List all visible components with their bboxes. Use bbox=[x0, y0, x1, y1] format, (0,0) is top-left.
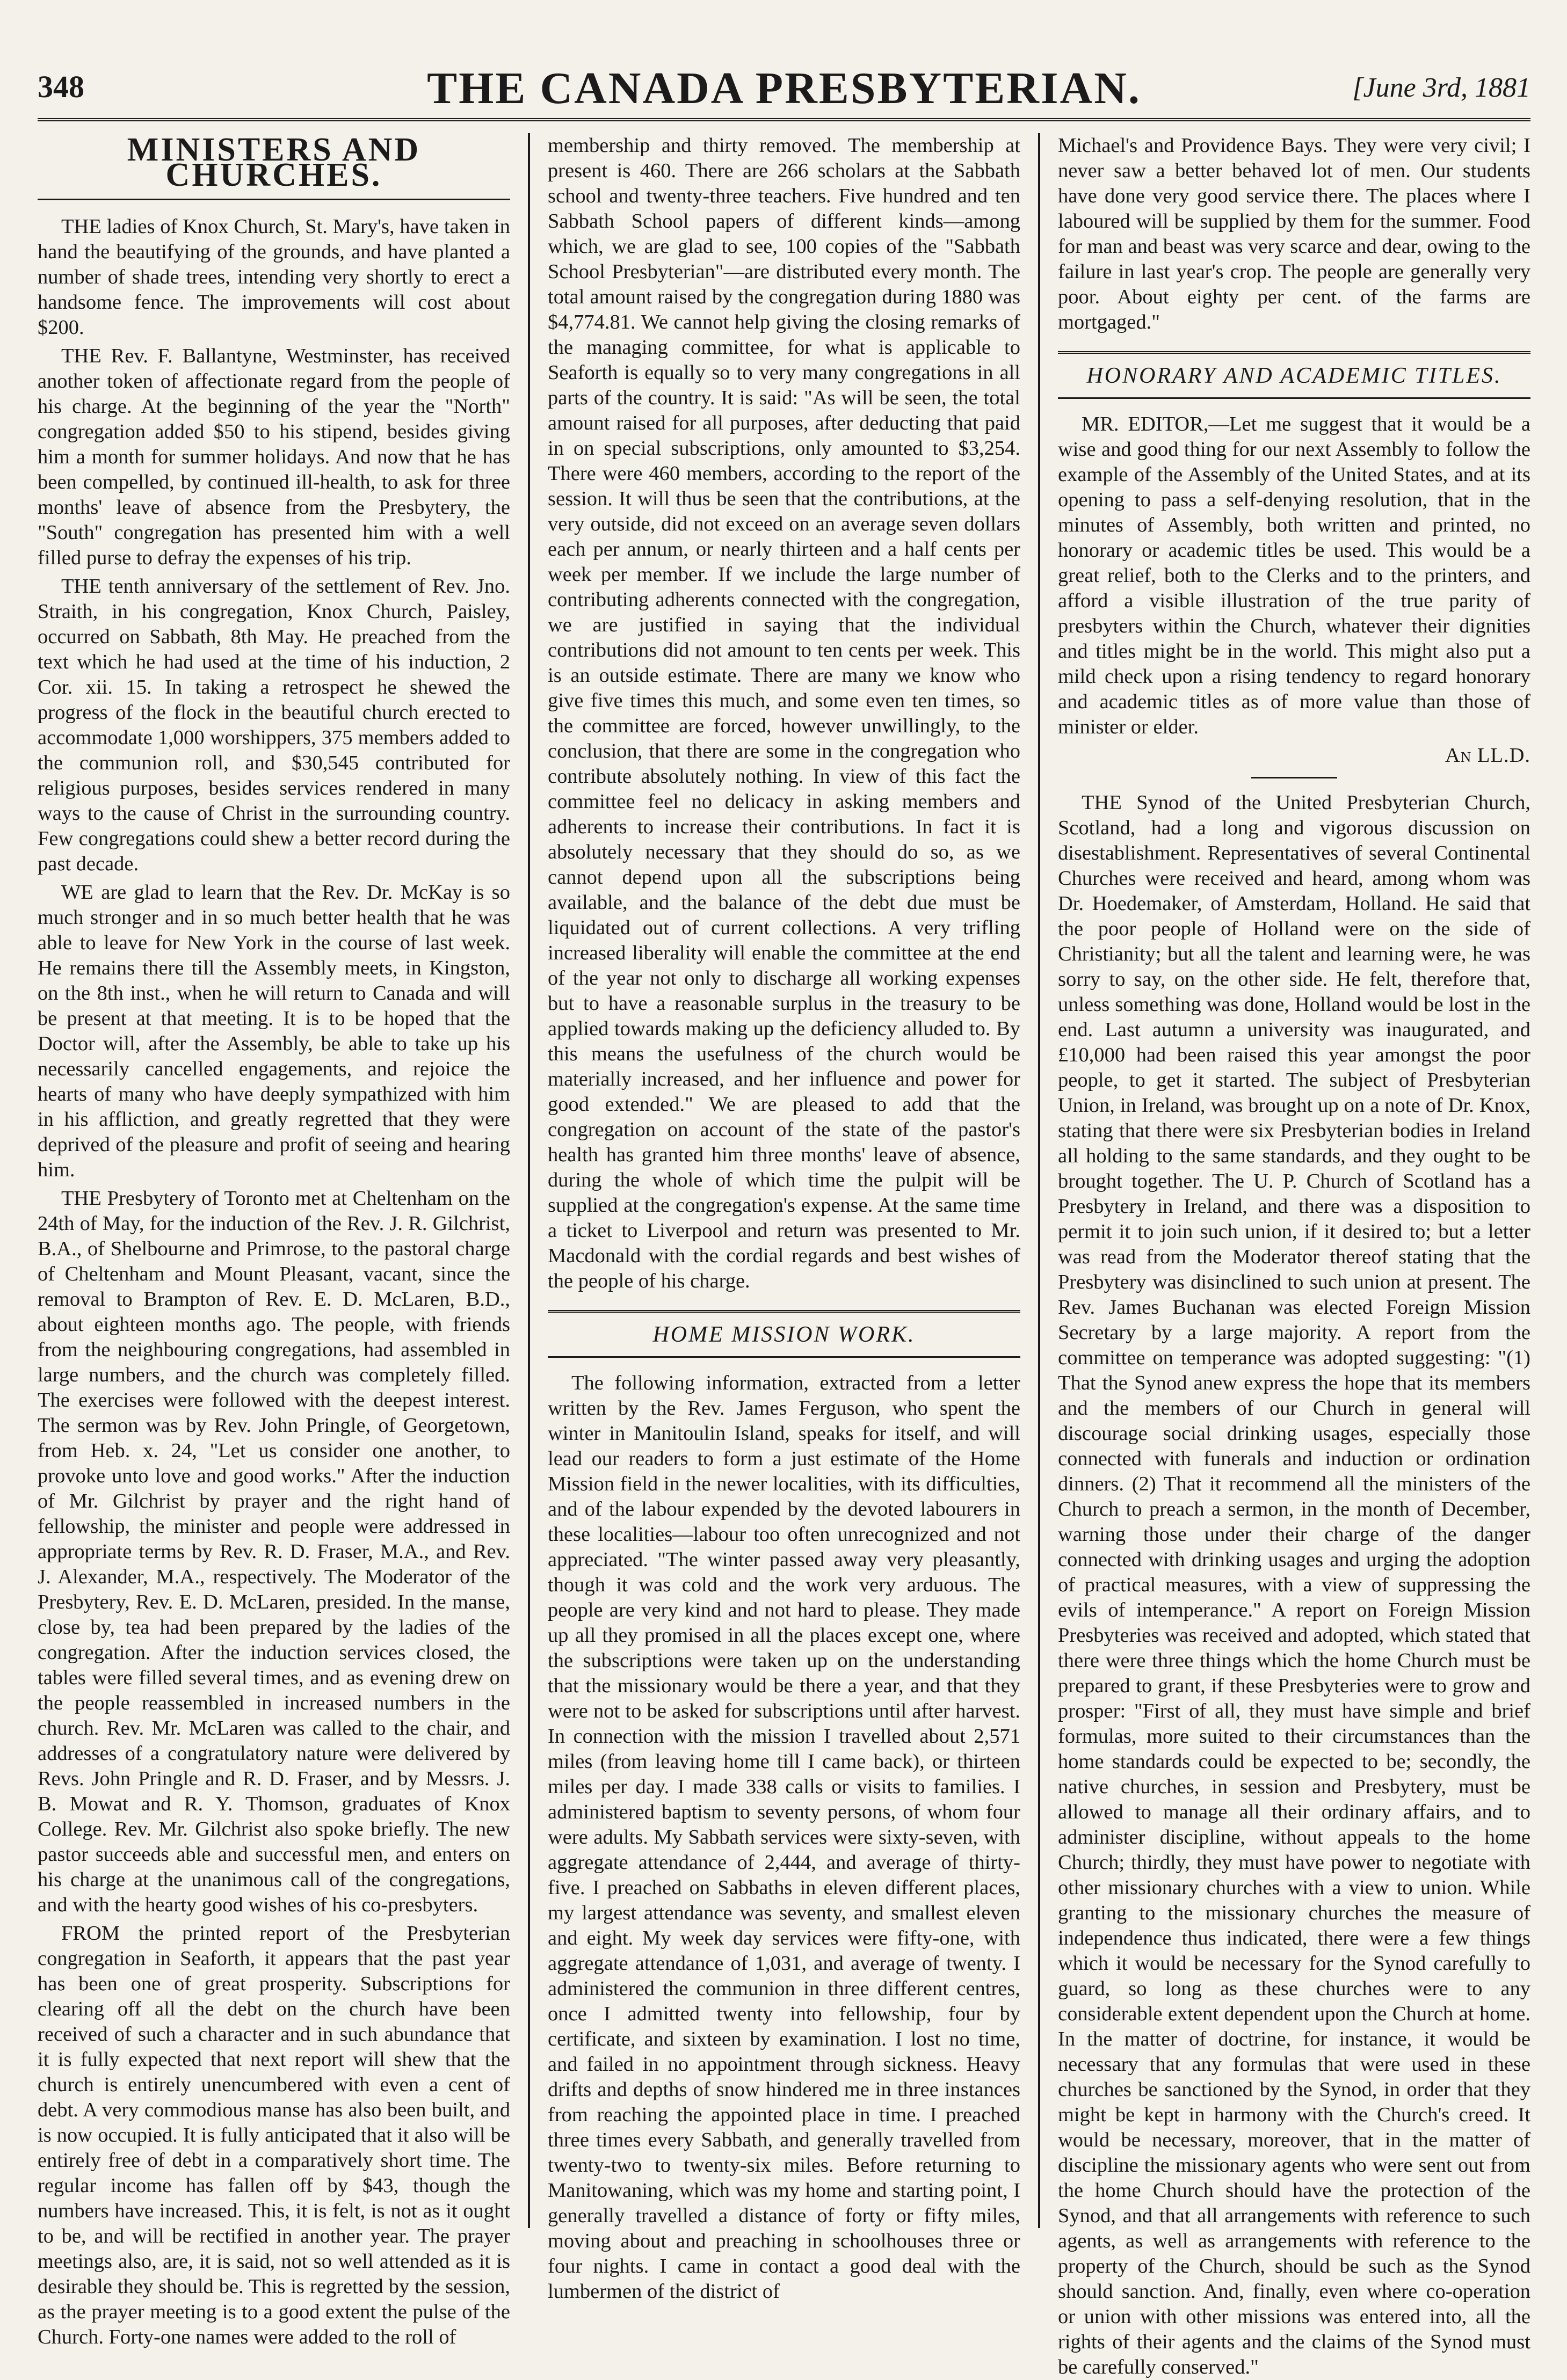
article-columns bbox=[38, 132, 1530, 2378]
column-rule bbox=[528, 133, 530, 2228]
paragraph: The following information, extracted from a letter written by the Rev. James Ferguson, who spent the winter in Manitoulin Island, speaks for itself, and will lead our readers to form a just estimate of the Home Mission field in the newer localities, with its difficulties, and of the labour expended by the devoted labourers in these localities—labour too often unrecognized and not appreciated. "The winter passed away very pleasantly, though it was cold and the work very arduous. The people are very kind and not hard to please. They made up all they promised in all the places except one, where the subscriptions were taken up on the understanding that the missionary would be there a year, and that they were not to be asked for subscriptions until after harvest. In connection with the mission I travelled about 2,571 miles (from leaving home till I came back), or thirteen miles per day. I made 338 calls or visits to families. I administered baptism to seventy persons, of whom four were adults. My Sabbath services were sixty-seven, with aggregate attendance of 2,444, and average of thirty-five. I preached on Sabbaths in eleven different places, my largest attendance was seventy, and smallest eleven and eight. My week day services were fifty-one, with aggregate attendance of 1,031, and average of twenty. I administered the communion in three different centres, once I admitted twenty into fellowship, four by certificate, and sixteen by examination. I lost no time, and failed in no appointment through sickness. Heavy drifts and depths of snow hindered me in three instances from reaching the appointed place in time. I preached three times every Sabbath, and generally travelled from twenty-two to twenty-six miles. Before returning to Manitowaning, which was my home and starting point, I generally travelled a distance of forty or fifty miles, moving about and preaching in schoolhouses three or four nights. I came in contact a good deal with the lumbermen of the district of bbox=[548, 1372, 1020, 2303]
issue-date: [June 3rd, 1881 bbox=[1352, 72, 1530, 103]
paragraph: THE tenth anniversary of the settlement of Rev. Jno. Straith, in his congregation, Knox Church, Paisley, occurred on Sabbath, 8th May. He preached from the text which he had used at the time of his induction, 2 Cor. xii. 15. In taking a retrospect he shewed the progress of the flock in the beautiful church erected to accommodate 1,000 worshippers, 375 members added to the communion roll, and $30,545 contributed for religious purposes, besides services rendered in many ways to the cause of Christ in the surrounding country. Few congregations could shew a better record during the past decade. bbox=[38, 575, 510, 875]
article-divider bbox=[1251, 777, 1337, 778]
column-2 bbox=[548, 133, 1020, 2303]
paragraph: THE Presbytery of Toronto met at Cheltenham on the 24th of May, for the induction of the Rev. J. R. Gilchrist, B.A., of Shelbourne and Primrose, to the pastoral charge of Cheltenham and Mount Pleasant, vacant, since the removal to Brampton of Rev. E. D. McLaren, B.D., about eighteen months ago. The people, with friends from the neighbouring congregations, had assembled in large numbers, and the church was completely filled. The exercises were followed with the deepest interest. The sermon was by Rev. John Pringle, of Georgetown, from Heb. x. 24, "Let us consider one another, to provoke unto love and good works." After the induction of Mr. Gilchrist by prayer and the right hand of fellowship, the minister and people were addressed in appropriate terms by Rev. R. D. Fraser, M.A., and Rev. J. Alexander, M.A., respectively. The Moderator of the Presbytery, Rev. E. D. McLaren, presided. In the manse, close by, tea had been prepared by the ladies of the congregation. After the induction services closed, the tables were filled several times, and as evening drew on the people reassembled in increased numbers in the church. Rev. Mr. McLaren was called to the chair, and addresses of a congratulatory nature were delivered by Revs. John Pringle and R. D. Fraser, and by Messrs. J. B. Mowat and R. Y. Thomson, graduates of Knox College. Rev. Mr. Gilchrist also spoke briefly. The new pastor succeeds able and successful men, and enters on his charge at the unanimous call of the congregations, and with the hearty good wishes of his co-presbyters. bbox=[38, 1187, 510, 1916]
masthead-title: THE CANADA PRESBYTERIAN. bbox=[427, 63, 1141, 113]
paragraph: THE Synod of the United Presbyterian Church, Scotland, had a long and vigorous discussion on disestablishment. Representatives of several Continental Churches were received and heard, among whom was Dr. Hoedemaker, of Amsterdam, Holland. He said that the poor people of Holland were on the side of Christianity; but all the talent and learning were, he was sorry to say, on the other side. He felt, therefore that, unless something was done, Holland would be lost in the end. Last autumn a university was inaugurated, and £10,000 had been raised this year amongst the poor people, to get it started. The subject of Presbyterian Union, in Ireland, was brought up on a note of Dr. Knox, stating that there were six Presbyterian bodies in Ireland all holding to the same standards, and they ought to be brought together. The U. P. Church of Scotland has a Presbytery in Ireland, and there was a disposition to permit it to join such union, if it desired to; but a letter was read from the Moderator thereof stating that the Presbytery was disinclined to such union at present. The Rev. James Buchanan was elected Foreign Mission Secretary by a large majority. A report from the committee on temperance was adopted suggesting: "(1) That the Synod anew express the hope that its members and the members of our Church in general will discourage social drinking usages, especially those connected with funerals and induction or ordination dinners. (2) That it recommend all the ministers of the Church to preach a sermon, in the month of December, warning those under their charge of the danger connected with drinking usages and urging the adoption of practical measures, with a view of suppressing the evils of intemperance." A report on Foreign Mission Presbyteries was received and adopted, which stated that there were three things which the home Church must be prepared to grant, if these Presbyteries were to grow and prosper: "First of all, they must have simple and brief formulas, more suited to their circumstances than the home standards could be expected to be; secondly, the native churches, in session and Presbytery, must be allowed to manage all their ordinary affairs, and to administer discipline, without appeals to the home Church; thirdly, they must have power to negotiate with other missionary churches with a view to union. While granting to the missionary churches the measure of independence thus indicated, there were a few things which it would be necessary for the Synod carefully to guard, so long as these churches were to any considerable extent dependent upon the Church at home. In the matter of doctrine, for instance, it would be necessary that any formulas that were used in these churches be sanctioned by the Synod, in order that they might be kept in harmony with the Church's creed. It would be necessary, moreover, that in the matter of discipline the missionary agents who were sent out from the home Church should have the protection of the Synod, and that all arrangements with reference to such agents, as well as arrangements with reference to the property of the Church, should be such as the Synod should sanction. And, finally, even where co-operation or union with other missions was entered into, all the rights of their agents and the claims of the Synod must be carefully conserved." bbox=[1058, 791, 1530, 2378]
paragraph: MR. EDITOR,—Let me suggest that it would be a wise and good thing for our next Assembly to follow the example of the Assembly of the United States, and at its opening to pass a self-denying resolution, that in the minutes of Assembly, both written and printed, no honorary or academic titles be used. This would be a great relief, both to the Clerks and to the printers, and afford a visible illustration of the true parity of presbyters within the Church, whatever their dignities and titles might be in the world. This might also put a mild check upon a rising tendency to regard honorary and academic titles as of more value than those of minister or elder. bbox=[1058, 413, 1530, 738]
column-3 bbox=[1058, 133, 1530, 2378]
page-header bbox=[38, 48, 1530, 121]
page-number: 348 bbox=[38, 69, 84, 104]
newspaper-page bbox=[38, 48, 1530, 2378]
paragraph: FROM the printed report of the Presbyterian congregation in Seaforth, it appears that the past year has been one of great prosperity. Subscriptions for clearing off all the debt on the church have been received of such a character and in such abundance that it is fully expected that next report will shew that the church is entirely unencumbered with even a cent of debt. A very commodious manse has also been built, and is now occupied. It is fully anticipated that it also will be entirely free of debt in a comparatively short time. The regular income has fallen off by $43, though the numbers have increased. This, it is felt, is not as it ought to be, and will be rectified in another year. The prayer meetings also, are, it is said, not so well attended as it is desirable they should be. This is regretted by the session, as the prayer meeting is to a good extent the pulse of the Church. Forty-one names were added to the roll of bbox=[38, 1922, 510, 2348]
section-heading-ministers: MINISTERS AND CHURCHES. bbox=[38, 133, 510, 200]
section-heading-honorary-titles: HONORARY AND ACADEMIC TITLES. bbox=[1058, 351, 1530, 399]
paragraph: membership and thirty removed. The membership at present is 460. There are 266 scholars at the Sabbath school and twenty-three teachers. Five hundred and ten Sabbath School papers of different kinds—among which, we are glad to see, 100 copies of the "Sabbath School Presbyterian"—are distributed every month. The total amount raised by the congregation during 1880 was $4,774.81. We cannot help giving the closing remarks of the managing committee, for what is applicable to Seaforth is equally so to very many congregations in all parts of the country. It is said: "As will be seen, the total amount raised for all purposes, after deducting that paid in on special subscriptions, only amounted to $3,254. There were 460 members, according to the report of the session. It will thus be seen that the contributions, at the very outside, did not exceed on an average seven dollars each per annum, or nearly thirteen and a half cents per week per member. If we include the large number of contributing adherents connected with the congregation, we are justified in saying that the individual contributions did not amount to ten cents per week. This is an outside estimate. There are many we know who give five times this much, and some even ten times, so the committee are forced, however unwillingly, to the conclusion, that there are some in the congregation who contribute absolutely nothing. In view of this fact the committee feel no delicacy in asking members and adherents to increase their contributions. In fact it is absolutely necessary that they should do so, as we cannot depend upon all the subscriptions being available, and the balance of the debt due must be liquidated out of current collections. A very trifling increased liberality will enable the committee at the end of the year not only to discharge all working expenses but to have a reasonable surplus in the treasury to be applied towards making up the deficiency alluded to. By this means the usefulness of the church would be materially increased, and her influence and power for good extended." We are pleased to add that the congregation on account of the state of the pastor's health has granted him three months' leave of absence, during the whole of which time the pulpit will be supplied at the congregation's expense. At the same time a ticket to Liverpool and return was presented to Mr. Macdonald with the cordial regards and best wishes of the people of his charge. bbox=[548, 134, 1020, 1292]
paragraph: THE ladies of Knox Church, St. Mary's, have taken in hand the beautifying of the grounds, and have planted a number of shade trees, intending very shortly to erect a handsome fence. The improvements will cost about $200. bbox=[38, 215, 510, 339]
paragraph: THE Rev. F. Ballantyne, Westminster, has received another token of affectionate regard from the people of his charge. At the beginning of the year the "North" congregation added $50 to his stipend, besides giving him a month for summer holidays. And now that he has been compelled, by continued ill-health, to ask for three months' leave of absence from the Presbytery, the "South" congregation has presented him with a well filled purse to defray the expenses of his trip. bbox=[38, 345, 510, 569]
letter-signature: An LL.D. bbox=[1445, 744, 1530, 767]
paragraph: WE are glad to learn that the Rev. Dr. McKay is so much stronger and in so much better health that he was able to leave for New York in the course of last week. He remains there till the Assembly meets, in Kingston, on the 8th inst., when he will return to Canada and will be present at that meeting. It is to be hoped that the Doctor will, after the Assembly, be able to take up his necessarily cancelled engagements, and rejoice the hearts of many who have deeply sympathized with him in his affliction, and greatly regretted that they were deprived of the pleasure and profit of seeing and hearing him. bbox=[38, 881, 510, 1181]
column-1 bbox=[38, 132, 510, 2348]
paragraph: Michael's and Providence Bays. They were very civil; I never saw a better behaved lot of men. Our students have done very good service there. The places where I laboured will be supplied by them for the summer. Food for man and beast was very scarce and dear, owing to the failure in last year's crop. The people are generally very poor. About eighty per cent. of the farms are mortgaged." bbox=[1058, 134, 1530, 333]
section-heading-home-mission: HOME MISSION WORK. bbox=[548, 1310, 1020, 1358]
column-rule bbox=[1038, 133, 1040, 2228]
